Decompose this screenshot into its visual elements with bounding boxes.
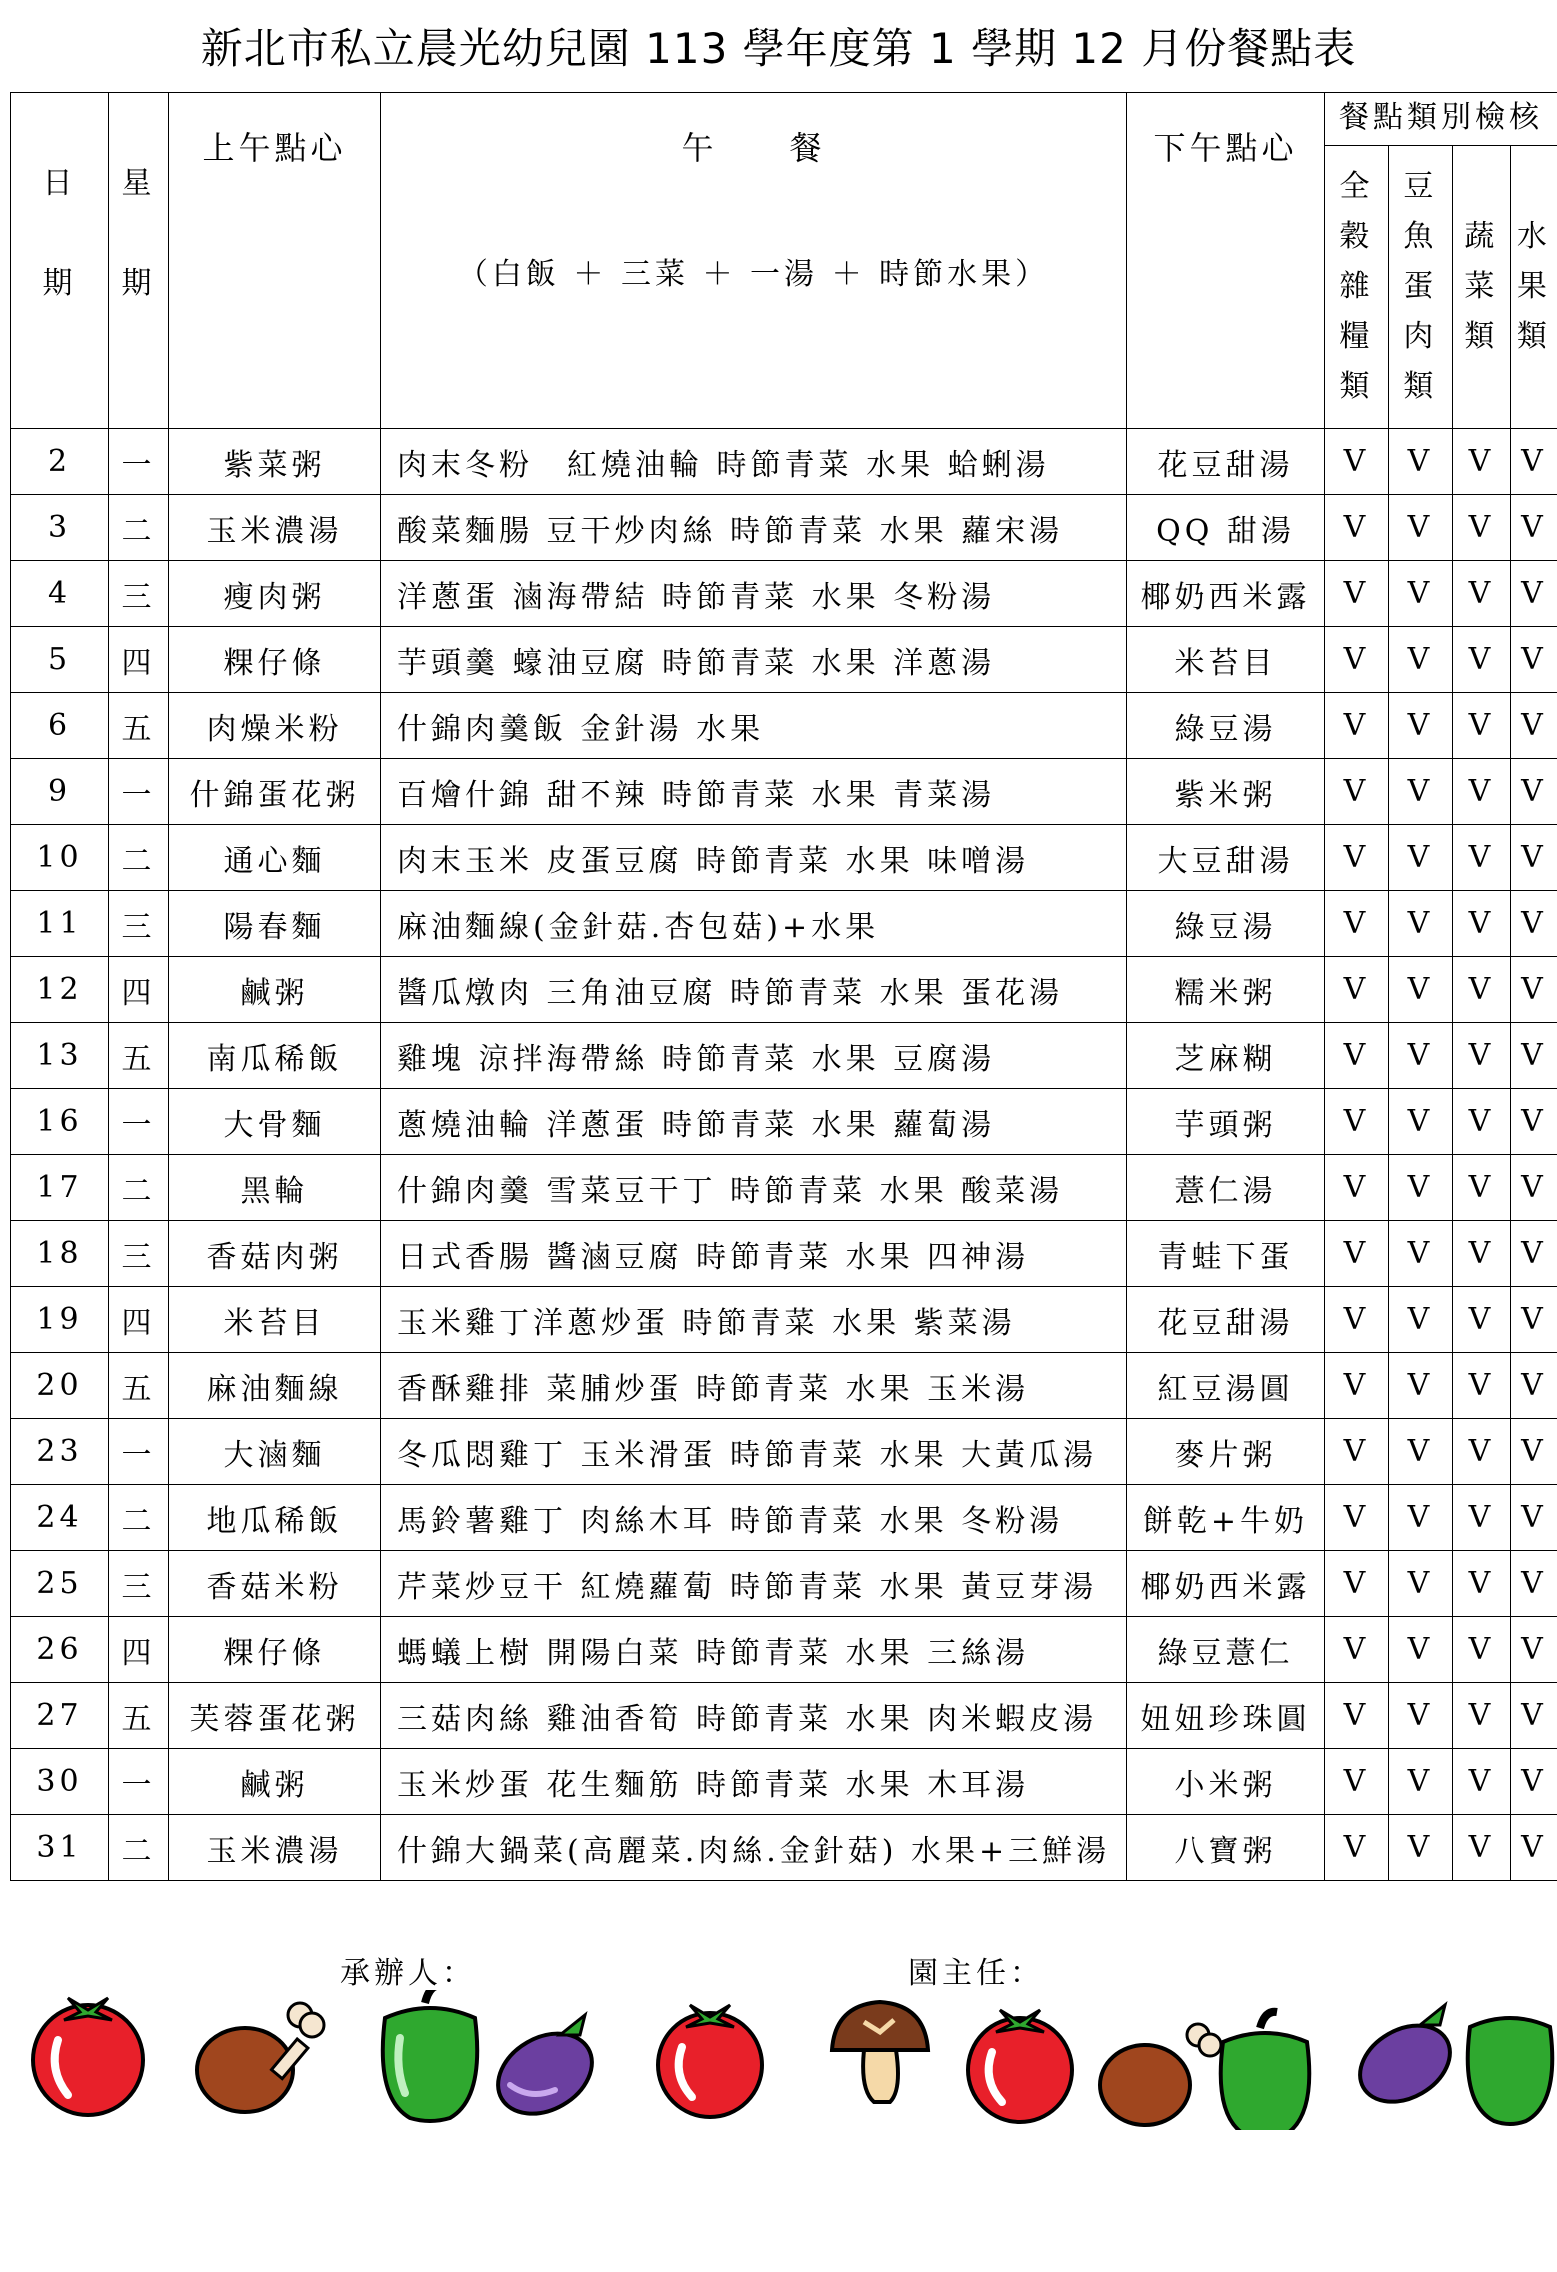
check-mark-cell: V bbox=[1325, 1089, 1389, 1155]
table-row bbox=[11, 1419, 1557, 1485]
date-cell: 24 bbox=[11, 1485, 109, 1551]
afternoon-snack-cell: 餅乾+牛奶 bbox=[1127, 1485, 1325, 1551]
header-afternoon bbox=[1127, 93, 1325, 429]
morning-snack-cell: 肉燥米粉 bbox=[169, 693, 381, 759]
check-mark-cell: V bbox=[1511, 1683, 1557, 1749]
afternoon-snack-cell: 綠豆湯 bbox=[1127, 891, 1325, 957]
date-cell: 30 bbox=[11, 1749, 109, 1815]
check-mark-cell: V bbox=[1453, 1551, 1511, 1617]
check-mark-cell: V bbox=[1511, 825, 1557, 891]
lunch-cell: 什錦大鍋菜(高麗菜.肉絲.金針菇) 水果+三鮮湯 bbox=[381, 1815, 1127, 1881]
afternoon-snack-cell: 椰奶西米露 bbox=[1127, 561, 1325, 627]
check-col-char: 豆 bbox=[1403, 169, 1438, 204]
weekday-cell: 一 bbox=[109, 1089, 169, 1155]
weekday-cell: 三 bbox=[109, 1221, 169, 1287]
table-row bbox=[11, 1551, 1557, 1617]
check-mark-cell: V bbox=[1453, 429, 1511, 495]
table-row bbox=[11, 825, 1557, 891]
check-mark-cell: V bbox=[1325, 1485, 1389, 1551]
header-weekday-char: 星 bbox=[121, 165, 156, 201]
lunch-cell: 三菇肉絲 雞油香筍 時節青菜 水果 肉米蝦皮湯 bbox=[381, 1683, 1127, 1749]
check-mark-cell: V bbox=[1453, 1023, 1511, 1089]
date-cell: 16 bbox=[11, 1089, 109, 1155]
table-row bbox=[11, 693, 1557, 759]
tomato-icon bbox=[658, 2005, 762, 2117]
check-mark-cell: V bbox=[1453, 1485, 1511, 1551]
check-mark-cell: V bbox=[1511, 495, 1557, 561]
table-row bbox=[11, 1749, 1557, 1815]
lunch-cell: 肉末玉米 皮蛋豆腐 時節青菜 水果 味噌湯 bbox=[381, 825, 1127, 891]
check-mark-cell: V bbox=[1389, 1023, 1453, 1089]
check-col-char: 類 bbox=[1339, 369, 1374, 404]
check-mark-cell: V bbox=[1511, 1551, 1557, 1617]
lunch-cell: 肉末冬粉 紅燒油輪 時節青菜 水果 蛤蜊湯 bbox=[381, 429, 1127, 495]
check-mark-cell: V bbox=[1511, 1287, 1557, 1353]
header-lunch-note: （白飯 ＋ 三菜 ＋ 一湯 ＋ 時節水果） bbox=[457, 257, 1050, 292]
check-col-veg bbox=[1453, 146, 1511, 428]
check-mark-cell: V bbox=[1389, 429, 1453, 495]
afternoon-snack-cell: 花豆甜湯 bbox=[1127, 1287, 1325, 1353]
date-cell: 9 bbox=[11, 759, 109, 825]
pepper-icon bbox=[1221, 2012, 1310, 2130]
check-mark-cell: V bbox=[1453, 693, 1511, 759]
check-mark-cell: V bbox=[1511, 1353, 1557, 1419]
check-mark-cell: V bbox=[1389, 1815, 1453, 1881]
weekday-cell: 一 bbox=[109, 759, 169, 825]
check-mark-cell: V bbox=[1389, 561, 1453, 627]
lunch-cell: 芋頭羹 蠔油豆腐 時節青菜 水果 洋蔥湯 bbox=[381, 627, 1127, 693]
check-mark-cell: V bbox=[1453, 1617, 1511, 1683]
check-mark-cell: V bbox=[1511, 1155, 1557, 1221]
weekday-cell: 四 bbox=[109, 627, 169, 693]
check-col-char: 蔬 bbox=[1464, 219, 1499, 254]
check-mark-cell: V bbox=[1511, 561, 1557, 627]
check-col-char: 菜 bbox=[1464, 269, 1499, 304]
morning-snack-cell: 米苔目 bbox=[169, 1287, 381, 1353]
weekday-cell: 一 bbox=[109, 1419, 169, 1485]
check-mark-cell: V bbox=[1325, 561, 1389, 627]
table-row bbox=[11, 1353, 1557, 1419]
lunch-cell: 馬鈴薯雞丁 肉絲木耳 時節青菜 水果 冬粉湯 bbox=[381, 1485, 1127, 1551]
check-col-grain bbox=[1325, 146, 1389, 428]
morning-snack-cell: 鹹粥 bbox=[169, 957, 381, 1023]
check-mark-cell: V bbox=[1325, 891, 1389, 957]
date-cell: 6 bbox=[11, 693, 109, 759]
check-mark-cell: V bbox=[1511, 1419, 1557, 1485]
lunch-cell: 日式香腸 醬滷豆腐 時節青菜 水果 四神湯 bbox=[381, 1221, 1127, 1287]
check-mark-cell: V bbox=[1389, 1221, 1453, 1287]
check-col-char: 類 bbox=[1464, 319, 1499, 354]
check-mark-cell: V bbox=[1453, 759, 1511, 825]
weekday-cell: 二 bbox=[109, 495, 169, 561]
check-col-char: 魚 bbox=[1403, 219, 1438, 254]
check-mark-cell: V bbox=[1453, 627, 1511, 693]
check-mark-cell: V bbox=[1453, 891, 1511, 957]
check-mark-cell: V bbox=[1389, 495, 1453, 561]
header-check bbox=[1325, 93, 1557, 429]
check-mark-cell: V bbox=[1453, 1221, 1511, 1287]
afternoon-snack-cell: 糯米粥 bbox=[1127, 957, 1325, 1023]
table-row bbox=[11, 495, 1557, 561]
lunch-cell: 香酥雞排 菜脯炒蛋 時節青菜 水果 玉米湯 bbox=[381, 1353, 1127, 1419]
weekday-cell: 三 bbox=[109, 1551, 169, 1617]
check-mark-cell: V bbox=[1389, 1155, 1453, 1221]
date-cell: 20 bbox=[11, 1353, 109, 1419]
table-row bbox=[11, 1683, 1557, 1749]
morning-snack-cell: 香菇米粉 bbox=[169, 1551, 381, 1617]
morning-snack-cell: 玉米濃湯 bbox=[169, 495, 381, 561]
pepper-icon bbox=[383, 1990, 477, 2121]
date-cell: 4 bbox=[11, 561, 109, 627]
afternoon-snack-cell: 紅豆湯圓 bbox=[1127, 1353, 1325, 1419]
lunch-cell: 玉米雞丁洋蔥炒蛋 時節青菜 水果 紫菜湯 bbox=[381, 1287, 1127, 1353]
check-col-char: 果 bbox=[1516, 269, 1551, 304]
date-cell: 31 bbox=[11, 1815, 109, 1881]
check-mark-cell: V bbox=[1389, 1353, 1453, 1419]
afternoon-snack-cell: 椰奶西米露 bbox=[1127, 1551, 1325, 1617]
weekday-cell: 三 bbox=[109, 561, 169, 627]
afternoon-snack-cell: 綠豆薏仁 bbox=[1127, 1617, 1325, 1683]
check-mark-cell: V bbox=[1325, 957, 1389, 1023]
check-col-protein bbox=[1389, 146, 1453, 428]
check-mark-cell: V bbox=[1325, 627, 1389, 693]
check-mark-cell: V bbox=[1389, 1287, 1453, 1353]
afternoon-snack-cell: 大豆甜湯 bbox=[1127, 825, 1325, 891]
date-cell: 18 bbox=[11, 1221, 109, 1287]
table-row bbox=[11, 627, 1557, 693]
afternoon-snack-cell: 青蛙下蛋 bbox=[1127, 1221, 1325, 1287]
check-mark-cell: V bbox=[1511, 429, 1557, 495]
lunch-cell: 玉米炒蛋 花生麵筋 時節青菜 水果 木耳湯 bbox=[381, 1749, 1127, 1815]
date-cell: 12 bbox=[11, 957, 109, 1023]
check-mark-cell: V bbox=[1511, 1221, 1557, 1287]
table-row bbox=[11, 957, 1557, 1023]
check-mark-cell: V bbox=[1325, 759, 1389, 825]
check-mark-cell: V bbox=[1325, 1617, 1389, 1683]
check-mark-cell: V bbox=[1511, 1617, 1557, 1683]
weekday-cell: 五 bbox=[109, 1023, 169, 1089]
check-mark-cell: V bbox=[1453, 1419, 1511, 1485]
table-row bbox=[11, 1023, 1557, 1089]
afternoon-snack-cell: 薏仁湯 bbox=[1127, 1155, 1325, 1221]
morning-snack-cell: 大滷麵 bbox=[169, 1419, 381, 1485]
lunch-cell: 螞蟻上樹 開陽白菜 時節青菜 水果 三絲湯 bbox=[381, 1617, 1127, 1683]
weekday-cell: 二 bbox=[109, 1815, 169, 1881]
morning-snack-cell: 香菇肉粥 bbox=[169, 1221, 381, 1287]
weekday-cell: 五 bbox=[109, 1353, 169, 1419]
lunch-cell: 醬瓜燉肉 三角油豆腐 時節青菜 水果 蛋花湯 bbox=[381, 957, 1127, 1023]
check-mark-cell: V bbox=[1453, 1749, 1511, 1815]
check-mark-cell: V bbox=[1453, 1089, 1511, 1155]
check-mark-cell: V bbox=[1325, 693, 1389, 759]
check-mark-cell: V bbox=[1389, 1551, 1453, 1617]
check-mark-cell: V bbox=[1325, 1023, 1389, 1089]
check-mark-cell: V bbox=[1453, 1815, 1511, 1881]
table-row bbox=[11, 1155, 1557, 1221]
check-mark-cell: V bbox=[1325, 1353, 1389, 1419]
header-lunch bbox=[381, 93, 1127, 429]
date-cell: 19 bbox=[11, 1287, 109, 1353]
date-cell: 5 bbox=[11, 627, 109, 693]
table-row bbox=[11, 1617, 1557, 1683]
header-morning bbox=[169, 93, 381, 429]
weekday-cell: 二 bbox=[109, 825, 169, 891]
lunch-cell: 百燴什錦 甜不辣 時節青菜 水果 青菜湯 bbox=[381, 759, 1127, 825]
check-mark-cell: V bbox=[1453, 1353, 1511, 1419]
tomato-icon bbox=[968, 2010, 1072, 2122]
date-cell: 26 bbox=[11, 1617, 109, 1683]
afternoon-snack-cell: 紫米粥 bbox=[1127, 759, 1325, 825]
lunch-cell: 什錦肉羹 雪菜豆干丁 時節青菜 水果 酸菜湯 bbox=[381, 1155, 1127, 1221]
date-cell: 11 bbox=[11, 891, 109, 957]
check-mark-cell: V bbox=[1389, 1617, 1453, 1683]
weekday-cell: 二 bbox=[109, 1155, 169, 1221]
morning-snack-cell: 鹹粥 bbox=[169, 1749, 381, 1815]
tomato-icon bbox=[33, 1998, 143, 2115]
morning-snack-cell: 通心麵 bbox=[169, 825, 381, 891]
check-mark-cell: V bbox=[1389, 1485, 1453, 1551]
check-mark-cell: V bbox=[1511, 891, 1557, 957]
menu-table bbox=[10, 92, 1557, 1881]
weekday-cell: 一 bbox=[109, 429, 169, 495]
table-row bbox=[11, 1221, 1557, 1287]
header-afternoon-label: 下午點心 bbox=[1153, 129, 1298, 167]
table-row bbox=[11, 1287, 1557, 1353]
check-mark-cell: V bbox=[1325, 1287, 1389, 1353]
table-row bbox=[11, 1485, 1557, 1551]
handler-label: 承辦人： bbox=[340, 1956, 476, 1991]
header-morning-label: 上午點心 bbox=[202, 129, 347, 167]
lunch-cell: 雞塊 涼拌海帶絲 時節青菜 水果 豆腐湯 bbox=[381, 1023, 1127, 1089]
morning-snack-cell: 粿仔條 bbox=[169, 1617, 381, 1683]
check-col-char: 糧 bbox=[1339, 319, 1374, 354]
check-mark-cell: V bbox=[1325, 1749, 1389, 1815]
eggplant-icon bbox=[1346, 2005, 1463, 2117]
header-date-char: 日 bbox=[42, 165, 77, 201]
weekday-cell: 四 bbox=[109, 1617, 169, 1683]
check-mark-cell: V bbox=[1511, 1485, 1557, 1551]
check-mark-cell: V bbox=[1325, 1683, 1389, 1749]
morning-snack-cell: 瘦肉粥 bbox=[169, 561, 381, 627]
check-mark-cell: V bbox=[1389, 627, 1453, 693]
date-cell: 13 bbox=[11, 1023, 109, 1089]
header-date bbox=[11, 93, 109, 429]
check-mark-cell: V bbox=[1325, 1155, 1389, 1221]
morning-snack-cell: 黑輪 bbox=[169, 1155, 381, 1221]
mushroom-icon bbox=[832, 2002, 928, 2102]
weekday-cell: 五 bbox=[109, 1683, 169, 1749]
check-mark-cell: V bbox=[1325, 1815, 1389, 1881]
weekday-cell: 一 bbox=[109, 1749, 169, 1815]
lunch-cell: 酸菜麵腸 豆干炒肉絲 時節青菜 水果 蘿宋湯 bbox=[381, 495, 1127, 561]
check-mark-cell: V bbox=[1511, 1815, 1557, 1881]
check-mark-cell: V bbox=[1325, 495, 1389, 561]
lunch-cell: 麻油麵線(金針菇.杏包菇)+水果 bbox=[381, 891, 1127, 957]
date-cell: 25 bbox=[11, 1551, 109, 1617]
afternoon-snack-cell: 小米粥 bbox=[1127, 1749, 1325, 1815]
check-mark-cell: V bbox=[1453, 495, 1511, 561]
check-mark-cell: V bbox=[1453, 561, 1511, 627]
check-col-char: 穀 bbox=[1339, 219, 1374, 254]
afternoon-snack-cell: 芝麻糊 bbox=[1127, 1023, 1325, 1089]
check-mark-cell: V bbox=[1389, 1419, 1453, 1485]
table-row bbox=[11, 561, 1557, 627]
check-mark-cell: V bbox=[1389, 759, 1453, 825]
check-mark-cell: V bbox=[1325, 1221, 1389, 1287]
morning-snack-cell: 芙蓉蛋花粥 bbox=[169, 1683, 381, 1749]
lunch-cell: 蔥燒油輪 洋蔥蛋 時節青菜 水果 蘿蔔湯 bbox=[381, 1089, 1127, 1155]
morning-snack-cell: 大骨麵 bbox=[169, 1089, 381, 1155]
check-mark-cell: V bbox=[1389, 693, 1453, 759]
check-mark-cell: V bbox=[1511, 1023, 1557, 1089]
weekday-cell: 三 bbox=[109, 891, 169, 957]
header-date-char: 期 bbox=[42, 265, 77, 301]
weekday-cell: 四 bbox=[109, 1287, 169, 1353]
check-mark-cell: V bbox=[1453, 1287, 1511, 1353]
table-row bbox=[11, 1089, 1557, 1155]
check-mark-cell: V bbox=[1511, 1089, 1557, 1155]
header-lunch-label: 午 餐 bbox=[681, 129, 826, 167]
header-row bbox=[11, 93, 1557, 429]
check-mark-cell: V bbox=[1511, 627, 1557, 693]
check-col-char: 水 bbox=[1516, 219, 1551, 254]
check-mark-cell: V bbox=[1389, 825, 1453, 891]
afternoon-snack-cell: 花豆甜湯 bbox=[1127, 429, 1325, 495]
check-mark-cell: V bbox=[1453, 825, 1511, 891]
pepper-icon bbox=[1468, 2018, 1553, 2124]
lunch-cell: 什錦肉羹飯 金針湯 水果 bbox=[381, 693, 1127, 759]
morning-snack-cell: 紫菜粥 bbox=[169, 429, 381, 495]
morning-snack-cell: 玉米濃湯 bbox=[169, 1815, 381, 1881]
check-col-char: 雜 bbox=[1339, 269, 1374, 304]
check-mark-cell: V bbox=[1453, 1683, 1511, 1749]
drumstick-icon bbox=[1100, 2024, 1221, 2125]
check-col-char: 類 bbox=[1403, 369, 1438, 404]
afternoon-snack-cell: 八寶粥 bbox=[1127, 1815, 1325, 1881]
afternoon-snack-cell: QQ 甜湯 bbox=[1127, 495, 1325, 561]
check-mark-cell: V bbox=[1389, 1683, 1453, 1749]
check-mark-cell: V bbox=[1389, 891, 1453, 957]
check-mark-cell: V bbox=[1389, 957, 1453, 1023]
date-cell: 17 bbox=[11, 1155, 109, 1221]
morning-snack-cell: 什錦蛋花粥 bbox=[169, 759, 381, 825]
weekday-cell: 二 bbox=[109, 1485, 169, 1551]
date-cell: 10 bbox=[11, 825, 109, 891]
weekday-cell: 四 bbox=[109, 957, 169, 1023]
lunch-cell: 芹菜炒豆干 紅燒蘿蔔 時節青菜 水果 黃豆芽湯 bbox=[381, 1551, 1127, 1617]
director-label: 園主任： bbox=[908, 1956, 1044, 1991]
check-col-fruit bbox=[1511, 146, 1557, 428]
table-row bbox=[11, 759, 1557, 825]
afternoon-snack-cell: 妞妞珍珠圓 bbox=[1127, 1683, 1325, 1749]
check-col-char: 全 bbox=[1339, 169, 1374, 204]
weekday-cell: 五 bbox=[109, 693, 169, 759]
check-mark-cell: V bbox=[1511, 957, 1557, 1023]
morning-snack-cell: 地瓜稀飯 bbox=[169, 1485, 381, 1551]
decorative-illustrations bbox=[0, 1990, 1557, 2130]
afternoon-snack-cell: 麥片粥 bbox=[1127, 1419, 1325, 1485]
check-mark-cell: V bbox=[1325, 1551, 1389, 1617]
check-mark-cell: V bbox=[1511, 1749, 1557, 1815]
table-row bbox=[11, 891, 1557, 957]
morning-snack-cell: 麻油麵線 bbox=[169, 1353, 381, 1419]
morning-snack-cell: 粿仔條 bbox=[169, 627, 381, 693]
check-mark-cell: V bbox=[1511, 693, 1557, 759]
check-mark-cell: V bbox=[1325, 1419, 1389, 1485]
check-mark-cell: V bbox=[1389, 1089, 1453, 1155]
date-cell: 2 bbox=[11, 429, 109, 495]
afternoon-snack-cell: 綠豆湯 bbox=[1127, 693, 1325, 759]
afternoon-snack-cell: 米苔目 bbox=[1127, 627, 1325, 693]
check-mark-cell: V bbox=[1325, 429, 1389, 495]
check-col-char: 類 bbox=[1516, 319, 1551, 354]
page-title: 新北市私立晨光幼兒園 113 學年度第 1 學期 12 月份餐點表 bbox=[200, 24, 1357, 73]
check-mark-cell: V bbox=[1453, 1155, 1511, 1221]
lunch-cell: 冬瓜悶雞丁 玉米滑蛋 時節青菜 水果 大黃瓜湯 bbox=[381, 1419, 1127, 1485]
date-cell: 23 bbox=[11, 1419, 109, 1485]
date-cell: 27 bbox=[11, 1683, 109, 1749]
morning-snack-cell: 南瓜稀飯 bbox=[169, 1023, 381, 1089]
drumstick-icon bbox=[197, 2003, 324, 2112]
date-cell: 3 bbox=[11, 495, 109, 561]
header-check-title: 餐點類別檢核 bbox=[1325, 93, 1557, 146]
check-mark-cell: V bbox=[1325, 825, 1389, 891]
check-col-char: 肉 bbox=[1403, 319, 1438, 354]
check-mark-cell: V bbox=[1453, 957, 1511, 1023]
morning-snack-cell: 陽春麵 bbox=[169, 891, 381, 957]
table-row bbox=[11, 1815, 1557, 1881]
header-weekday bbox=[109, 93, 169, 429]
afternoon-snack-cell: 芋頭粥 bbox=[1127, 1089, 1325, 1155]
lunch-cell: 洋蔥蛋 滷海帶結 時節青菜 水果 冬粉湯 bbox=[381, 561, 1127, 627]
table-row bbox=[11, 429, 1557, 495]
check-mark-cell: V bbox=[1511, 759, 1557, 825]
check-col-char: 蛋 bbox=[1403, 269, 1438, 304]
eggplant-icon bbox=[484, 2015, 607, 2130]
check-mark-cell: V bbox=[1389, 1749, 1453, 1815]
header-weekday-char: 期 bbox=[121, 265, 156, 301]
